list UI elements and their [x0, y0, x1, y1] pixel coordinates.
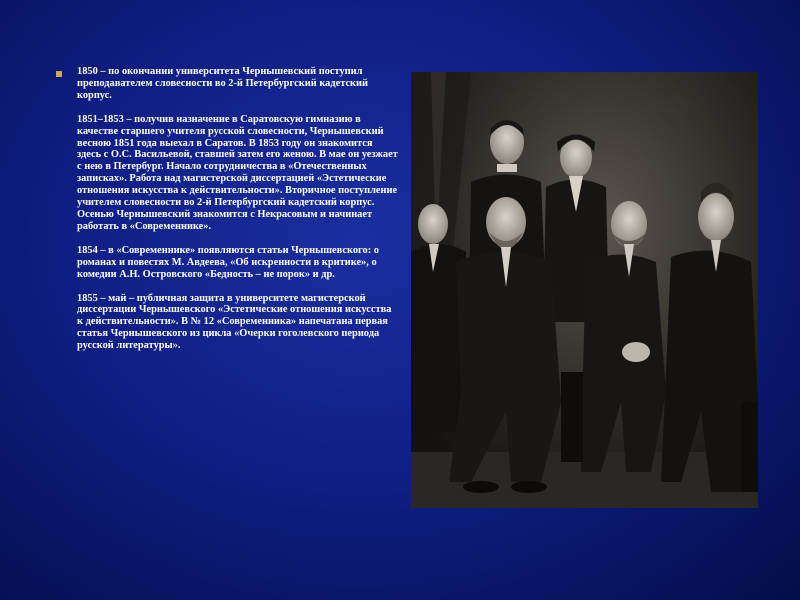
group-photo	[411, 72, 758, 508]
paragraph-1855: 1855 – май – публичная защита в университете магистерской диссертации Чернышевского «Эстетические отношения искусства к действительности». В № 12 «Современника» напечатана первая статья Чернышевского из цикла «Очерки гоголевского периода русской литературы».	[77, 292, 392, 352]
bullet-marker	[56, 71, 62, 77]
paragraph-1854: 1854 – в «Современнике» появляются статьи Чернышевского: о романах и повестях М. Авдеева, «Об искренности в критике», о комедии А.Н. Островского «Бедность – не порок» и др.	[77, 244, 379, 280]
group-photo-icon	[411, 72, 758, 508]
paragraph-1851-1853: 1851–1853 – получив назначение в Саратовскую гимназию в качестве старшего учителя русской словесности, Чернышевский весною 1851 года выехал в Саратов. В 1853 году он знакомится здесь с О.С. Васильевой, ставшей затем его женою. В мае он уезжает с нею в Петербург. Начало сотрудничества в «Отечественных записках». Работа над магистерской диссертацией «Эстетические отношения искусства к действительности». Вторичное поступление учителем словесности во 2-й Петербургский кадетский корпус. Осенью Чернышевский знакомится с Некрасовым и начинает работать в «Современнике».	[77, 113, 398, 232]
paragraph-1850: 1850 – по окончании университета Чернышевский поступил преподавателем словесности во 2-й Петербургский кадетский корпус.	[77, 66, 369, 101]
text-column	[77, 66, 399, 364]
